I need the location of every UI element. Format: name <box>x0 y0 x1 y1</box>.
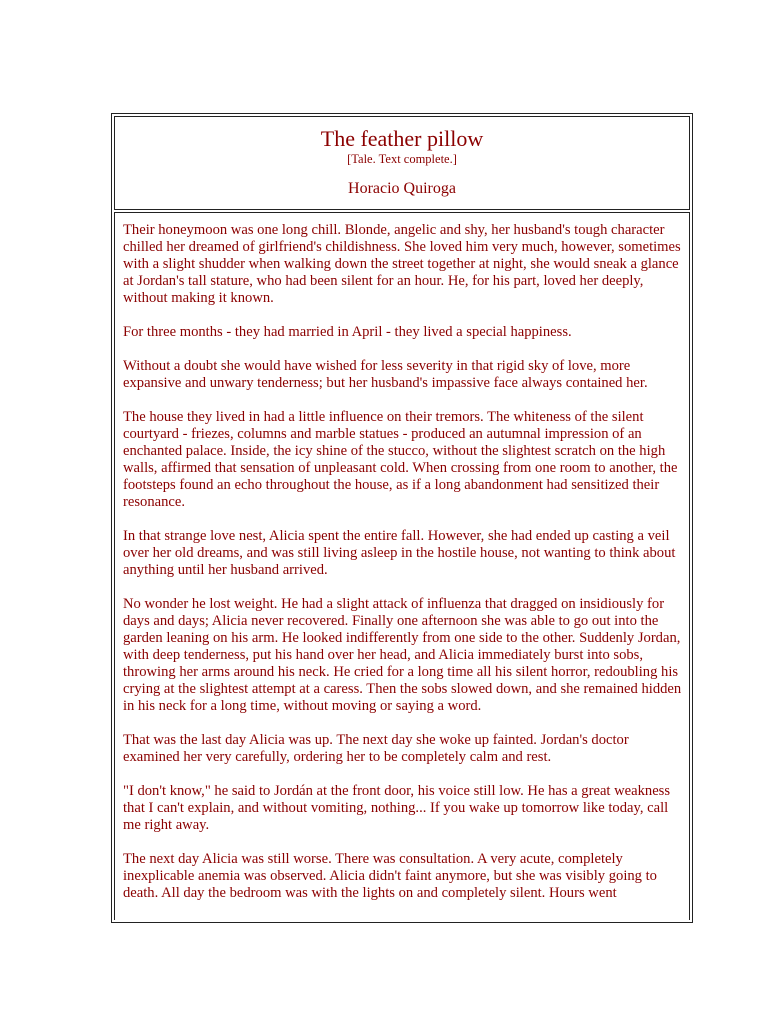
paragraph: That was the last day Alicia was up. The next day she woke up fainted. Jordan's doctor examined her very carefully, ordering her to be completely calm and rest. <box>123 732 629 765</box>
story-body <box>114 212 690 920</box>
paragraph: Their honeymoon was one long chill. Blonde, angelic and shy, her husband's tough character chilled her dreamed of girlfriend's childishness. She loved him very much, however, sometimes with a slight shudder when walking down the street together at night, she would sneak a glance at Jordan's tall stature, who had been silent for an hour. He, for his part, loved her deeply, without making it known. <box>123 222 681 306</box>
paragraph: The house they lived in had a little influence on their tremors. The whiteness of the silent courtyard - friezes, columns and marble statues - produced an autumnal impression of an enchanted palace. Inside, the icy shine of the stucco, without the slightest scratch on the high walls, affirmed that sensation of unpleasant cold. When crossing from one room to another, the footsteps found an echo throughout the house, as if a long abandonment had sensitized their resonance. <box>123 409 678 510</box>
paragraph: Without a doubt she would have wished for less severity in that rigid sky of love, more expansive and unwary tenderness; but her husband's impassive face always contained her. <box>123 358 648 391</box>
paragraph: "I don't know," he said to Jordán at the front door, his voice still low. He has a great weakness that I can't explain, and without vomiting, nothing... If you wake up tomorrow like today, call me right away. <box>123 783 671 833</box>
document-frame <box>111 113 693 923</box>
paragraph: For three months - they had married in April - they lived a special happiness. <box>123 324 572 340</box>
page-title: The feather pillow <box>320 126 484 151</box>
author-name: Horacio Quiroga <box>348 180 456 197</box>
paragraph: The next day Alicia was still worse. There was consultation. A very acute, completely inexplicable anemia was observed. Alicia didn't faint anymore, but she was visibly going to death. All day the bedroom was with the lights on and completely silent. Hours went <box>123 851 657 901</box>
document-header <box>114 116 690 210</box>
page-subtitle: [Tale. Text complete.] <box>347 152 457 166</box>
paragraph: In that strange love nest, Alicia spent the entire fall. However, she had ended up casting a veil over her old dreams, and was still living asleep in the hostile house, not wanting to think about anything until her husband arrived. <box>123 528 676 578</box>
paragraph: No wonder he lost weight. He had a slight attack of influenza that dragged on insidiously for days and days; Alicia never recovered. Finally one afternoon she was able to go out into the garden leaning on his arm. He looked indifferently from one side to the other. Suddenly Jordan, with deep tenderness, put his hand over her head, and Alicia immediately burst into sobs, throwing her arms around his neck. He cried for a long time all his silent horror, redoubling his crying at the slightest attempt at a caress. Then the sobs slowed down, and she remained hidden in his neck for a long time, without moving or saying a word. <box>123 596 682 714</box>
